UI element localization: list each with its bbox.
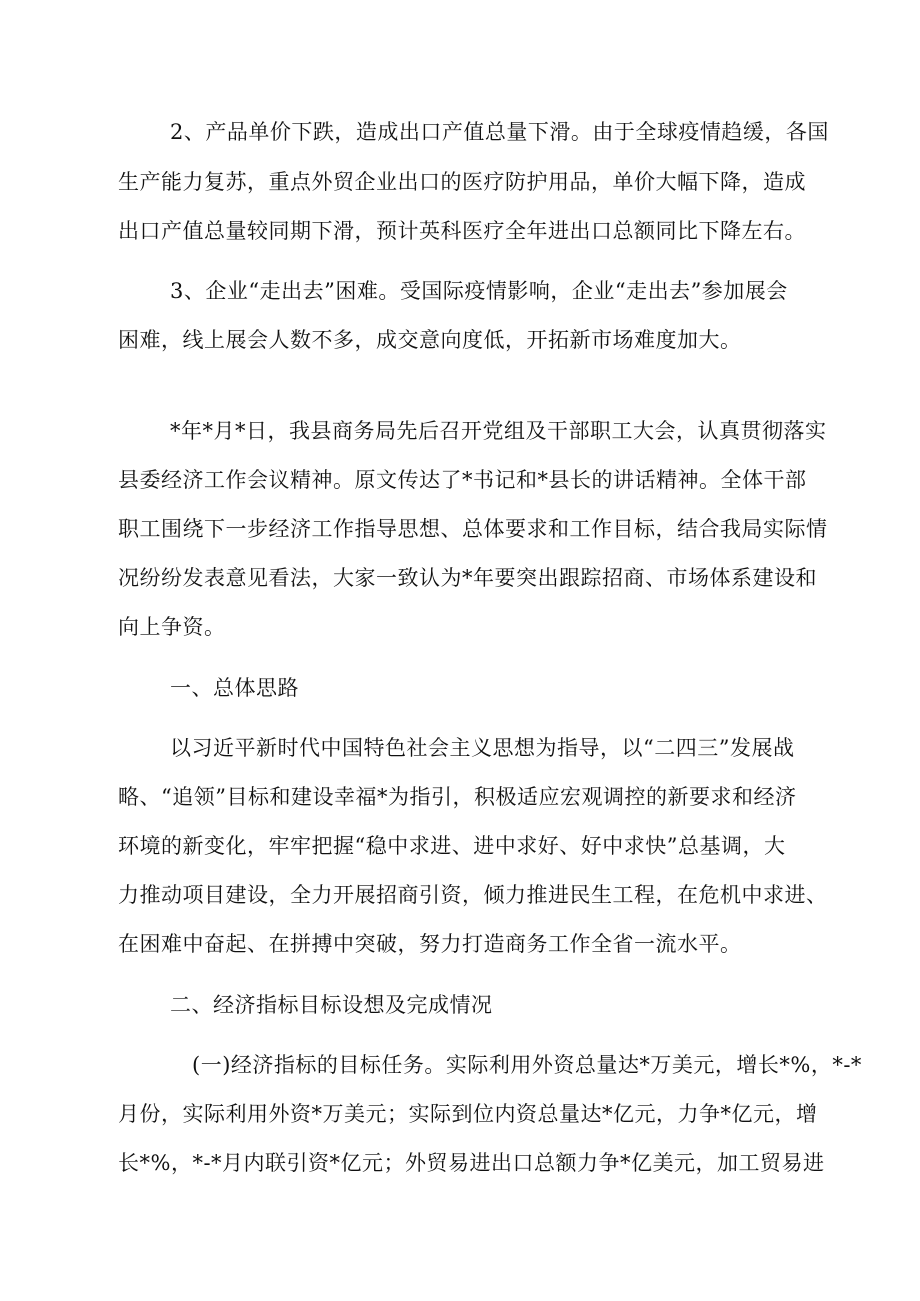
paragraph-line: 3、企业“走出去”困难。受国际疫情影响，企业“走出去”参加展会 [170,279,788,303]
paragraph-line: 困难，线上展会人数不多，成交意向度低，开拓新市场难度加大。 [118,328,742,352]
paragraph-line: 生产能力复苏，重点外贸企业出口的医疗防护用品，单价大幅下降，造成 [118,170,806,194]
paragraph-line: 环境的新变化，牢牢把握“稳中求进、进中求好、好中求快”总基调，大 [118,834,786,858]
paragraph-line: 在困难中奋起、在拼搏中突破，努力打造商务工作全省一流水平。 [118,932,742,956]
paragraph-line: 略、“追领”目标和建设幸福*为指引，积极适应宏观调控的新要求和经济 [118,785,797,809]
paragraph-line: 长*%，*-*月内联引资*亿元；外贸易进出口总额力争*亿美元，加工贸易进 [118,1151,825,1175]
section-heading: 二、经济指标目标设想及完成情况 [170,993,493,1017]
paragraph-line: 出口产值总量较同期下滑，预计英科医疗全年进出口总额同比下降左右。 [118,219,806,243]
paragraph-line: 以习近平新时代中国特色社会主义思想为指导，以“二四三”发展战 [170,736,795,760]
paragraph-line: 职工围绕下一步经济工作指导思想、总体要求和工作目标，结合我局实际情 [118,517,828,541]
paragraph-line: (一)经济指标的目标任务。实际利用外资总量达*万美元，增长*%，*-* [192,1053,862,1077]
paragraph-line: 况纷纷发表意见看法，大家一致认为*年要突出跟踪招商、市场体系建设和 [118,566,817,590]
paragraph-line: 月份，实际利用外资*万美元；实际到位内资总量达*亿元，力争*亿元，增 [118,1102,818,1126]
paragraph-line: 力推动项目建设，全力开展招商引资，倾力推进民生工程，在危机中求进、 [118,883,828,907]
paragraph-line: *年*月*日，我县商务局先后召开党组及干部职工大会，认真贯彻落实 [170,419,827,443]
paragraph-line: 向上争资。 [118,615,226,639]
paragraph-line: 2、产品单价下跌，造成出口产值总量下滑。由于全球疫情趋缓，各国 [170,120,829,144]
paragraph-line: 县委经济工作会议精神。原文传达了*书记和*县长的讲话精神。全体干部 [118,468,807,492]
section-heading: 一、总体思路 [170,676,299,700]
